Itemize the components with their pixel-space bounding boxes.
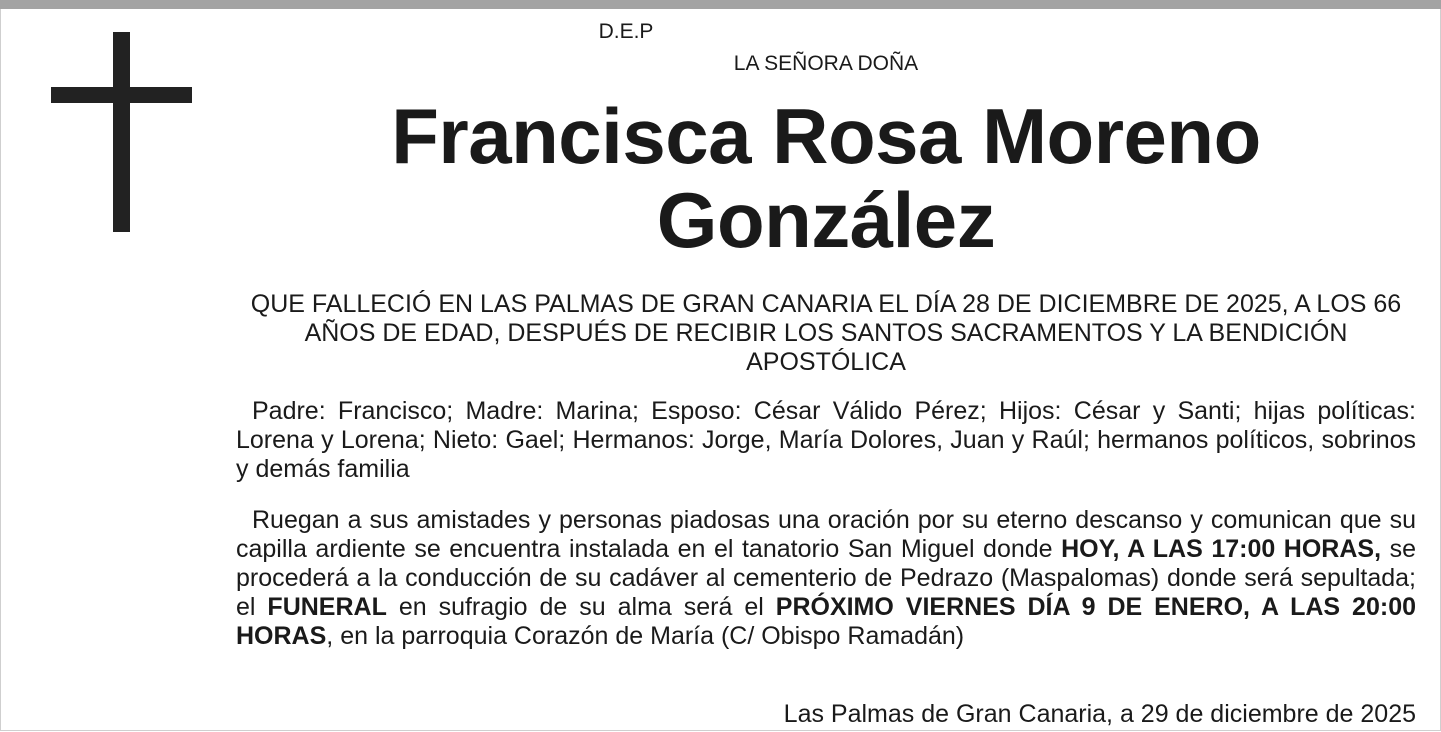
prayer-text-3: en sufragio de su alma será el xyxy=(386,593,776,621)
wake-time: HOY, A LAS 17:00 HORAS, xyxy=(1061,535,1382,563)
prayer-paragraph xyxy=(236,506,1416,651)
dateline: Las Palmas de Gran Canaria, a 29 de diciembre de 2025 xyxy=(783,700,1416,728)
death-announcement: QUE FALLECIÓ EN LAS PALMAS DE GRAN CANARIA EL DÍA 28 DE DICIEMBRE DE 2025, A LOS 66 AÑOS DE EDAD, DESPUÉS DE RECIBIR LOS SANTOS SACRAMENTOS Y LA BENDICIÓN APOSTÓLICA xyxy=(250,290,1402,376)
cross-horizontal-beam xyxy=(51,87,192,103)
prayer-text-4: , en la parroquia Corazón de María (C/ Obispo Ramadán) xyxy=(326,622,965,650)
cross-vertical-beam xyxy=(113,32,130,232)
funeral-label: FUNERAL xyxy=(267,593,387,621)
prayer-text-2: se procederá a la conducción de su cadáver al cementerio de Pedrazo (Maspalomas) donde será sepultada; el xyxy=(236,535,1416,621)
name-line-2: González xyxy=(656,176,996,264)
family-paragraph: Padre: Francisco; Madre: Marina; Esposo: César Válido Pérez; Hijos: César y Santi; hijas políticas: Lorena y Lorena; Nieto: Gael; Hermanos: Jorge, María Dolores, Juan y Raúl; hermanos políticos, sobrinos y demás familia xyxy=(236,397,1416,483)
funeral-date: PRÓXIMO VIERNES DÍA 9 DE ENERO, A LAS 20:00 HORAS xyxy=(236,593,1416,650)
prayer-text-1: Ruegan a sus amistades y personas piadosas una oración por su eterno descanso y comunican que su capilla ardiente se encuentra instalada en el tanatorio San Miguel donde xyxy=(236,506,1416,563)
dep-heading: D.E.P xyxy=(598,20,654,43)
deceased-name xyxy=(226,94,1426,262)
top-bar xyxy=(0,0,1441,9)
honorific: LA SEÑORA DOÑA xyxy=(733,52,919,75)
name-line-1: Francisca Rosa Moreno xyxy=(391,92,1261,180)
